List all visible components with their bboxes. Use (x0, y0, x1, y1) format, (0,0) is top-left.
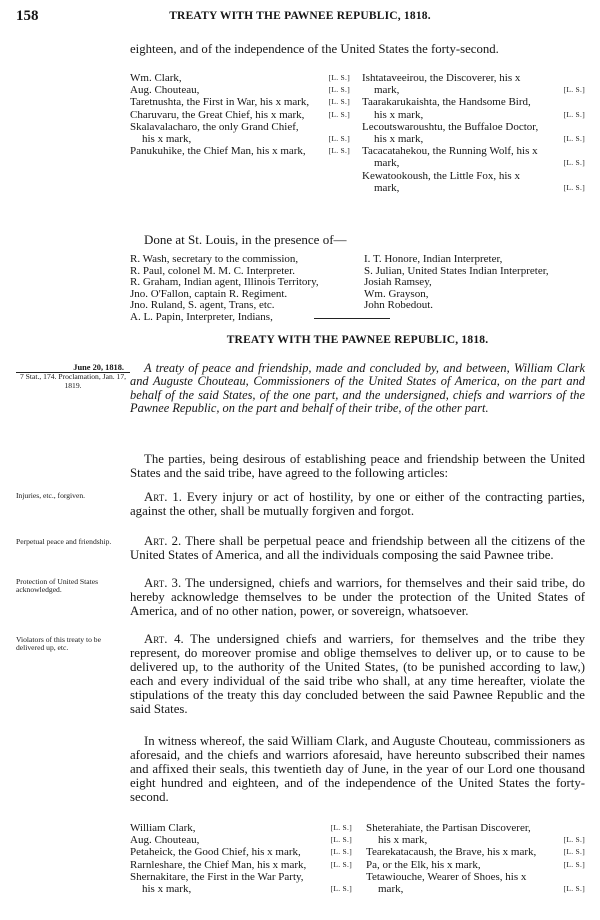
seal-mark: [L. S.] (563, 835, 585, 845)
witnesses-left (130, 254, 352, 324)
seal-mark: [L. S.] (563, 182, 585, 192)
article-text: Every injury or act of hostility, by one or either of the contracting parties, against the other, shall be mutually forgiven and forgot. (130, 490, 586, 518)
witness-entry: I. T. Honore, Indian Interpreter, (364, 253, 503, 265)
article-4 (130, 632, 585, 716)
signature-entry: Tearekatacaush, the Brave, his x mark, [L. S.] (366, 846, 585, 859)
signature-entry: Aug. Chouteau, [L. S.] (130, 84, 350, 97)
article-1 (130, 490, 585, 518)
seal-mark: [L. S.] (328, 134, 350, 144)
margin-note-date: June 20, 1818. (16, 364, 130, 373)
witness-entry: Josiah Ramsey, (364, 276, 432, 289)
witness-entry: R. Paul, colonel M. M. C. Interpreter. (130, 264, 295, 277)
signature-entry: Sheterahiate, the Partisan Discoverer, his x mark, [L. S.] (366, 822, 585, 847)
seal-mark: [L. S.] (328, 73, 350, 82)
seal-mark: [L. S.] (328, 109, 350, 119)
seal-mark: [L. S.] (330, 884, 352, 894)
seal-mark: [L. S.] (563, 847, 585, 857)
seal-mark: [L. S.] (563, 85, 585, 95)
section-divider (314, 318, 390, 319)
article-text: The undersigned chiefs and warriers, for themselves and the tribe they represent, do moreover promise and oblige themselves to deliver up, or to cause to be delivered up, to the authority of the United States, (to be punished according to law,) each and every individual of the said tribe who shall, at any time hereafter, violate the stipulations of the treaty this day concluded between the said Pawnee Republic and the said States. (130, 632, 586, 716)
margin-note-citation: 7 Stat., 174. Proclamation, Jan. 17, 1819. (19, 372, 127, 390)
article-2 (130, 534, 585, 562)
signature-entry: Kewatookoush, the Little Fox, his x mark, [L. S.] (362, 169, 585, 194)
witness-entry: R. Graham, Indian agent, Illinois Territory, (130, 276, 319, 289)
margin-note-injuries: Injuries, etc., forgiven. (16, 491, 86, 500)
margin-note-protection: Protection of United States acknowledged. (16, 577, 99, 595)
signature-entry: Panukuhike, the Chief Man, his x mark, [L. S.] (130, 145, 350, 158)
intro-paragraph: The parties, being desirous of establishing peace and friendship between the United States and the said tribe, have agreed to the following articles: (130, 452, 585, 480)
article-text: There shall be perpetual peace and friendship between all the citizens of the United States of America, and all the individuals composing the said Pawnee tribe. (130, 534, 586, 562)
article-3 (130, 576, 585, 618)
article-label: Art. 1. (144, 490, 182, 504)
treaty-preamble: A treaty of peace and friendship, made and concluded by, and between, William Clark and Auguste Chouteau, Commissioners of the United States of America, on the part and behalf of the said States, of the one part, and the undersigned, chiefs and warriors of the Pawnee Republic, on the part and behalf of their tribe, of the other part. (130, 361, 585, 415)
signature-entry: Petaheick, the Good Chief, his x mark, [L. S.] (130, 846, 352, 859)
witness-entry: S. Julian, United States Indian Interpreter, (364, 264, 549, 277)
witness-entry: Wm. Grayson, (364, 287, 429, 300)
witness-entry: Jno. O'Fallon, captain R. Regiment. (130, 287, 288, 300)
signature-entry: Ishtataveeirou, the Discoverer, his x mark, [L. S.] (362, 72, 585, 97)
signature-entry: Wm. Clark, [L. S.] (130, 72, 350, 84)
running-title: TREATY WITH THE PAWNEE REPUBLIC, 1818. (169, 10, 431, 22)
signatures-top-left (130, 72, 350, 157)
witness-entry: R. Wash, secretary to the commission, (130, 253, 299, 265)
signatures-top-right (362, 72, 585, 194)
signature-entry: Skalavalacharo, the only Grand Chief, his x mark, [L. S.] (130, 120, 350, 146)
seal-mark: [L. S.] (330, 859, 352, 869)
done-at-line: Done at St. Louis, in the presence of— (144, 232, 347, 247)
treaty-title: TREATY WITH THE PAWNEE REPUBLIC, 1818. (226, 334, 489, 346)
signature-entry: Rarnleshare, the Chief Man, his x mark, [L. S.] (130, 858, 352, 871)
witness-entry: A. L. Papin, Interpreter, Indians, (130, 310, 273, 323)
signature-entry: Lecoutswaroushtu, the Buffaloe Doctor, his x mark, [L. S.] (362, 120, 585, 146)
signature-entry: Tetawiouche, Wearer of Shoes, his x mark, [L. S.] (366, 870, 585, 896)
witnesses-right (364, 254, 585, 312)
article-label: Art. 2. (144, 534, 182, 548)
signature-entry: Tacacatahekou, the Running Wolf, his x mark, [L. S.] (362, 145, 585, 170)
witness-entry: Jno. Ruland, S. agent, Trans, etc. (130, 299, 275, 312)
article-label: Art. 3. (144, 576, 182, 590)
margin-note-peace: Perpetual peace and friendship. (16, 537, 112, 546)
seal-mark: [L. S.] (330, 847, 352, 857)
page-header (16, 8, 584, 26)
article-label: Art. 4. (144, 632, 184, 646)
seal-mark: [L. S.] (563, 109, 585, 119)
page-number: 158 (16, 8, 39, 24)
article-text: The undersigned, chiefs and warriors, for themselves and their said tribe, do hereby acknowledge themselves to be under the protection of the United States of America, and of no other nation, power, or sovereign, whatsoever. (130, 576, 585, 618)
signature-entry: Shernakitare, the First in the War Party, his x mark, [L. S.] (130, 870, 352, 896)
seal-mark: [L. S.] (330, 835, 352, 845)
margin-note-violators: Violators of this treaty to be delivered up, etc. (16, 635, 101, 653)
signature-entry: William Clark, [L. S.] (130, 822, 352, 834)
seal-mark: [L. S.] (563, 884, 585, 894)
witness-entry: John Robedout. (364, 299, 434, 312)
seal-mark: [L. S.] (563, 134, 585, 144)
signature-entry: Aug. Chouteau, [L. S.] (130, 834, 352, 847)
seal-mark: [L. S.] (328, 97, 350, 107)
continuation-text: eighteen, and of the independence of the United States the forty-second. (130, 42, 499, 56)
signature-entry: Charuvaru, the Great Chief, his x mark, [L. S.] (130, 108, 350, 121)
signature-entry: Pa, or the Elk, his x mark, [L. S.] (366, 858, 585, 871)
margin-note-date-block (16, 364, 130, 390)
signature-entry: Taretnushta, the First in War, his x mark, [L. S.] (130, 96, 350, 109)
seal-mark: [L. S.] (563, 158, 585, 168)
signatures-bottom-right (366, 822, 585, 895)
seal-mark: [L. S.] (328, 85, 350, 95)
seal-mark: [L. S.] (563, 859, 585, 869)
seal-mark: [L. S.] (328, 146, 350, 156)
signatures-bottom-left (130, 822, 352, 895)
signature-entry: Taarakarukaishta, the Handsome Bird, his x mark, [L. S.] (362, 96, 585, 121)
witness-clause: In witness whereof, the said William Clark, and Auguste Chouteau, commissioners as aforesaid, and the chiefs and warriors aforesaid, have hereunto subscribed their names and affixed their seals, this twentieth day of June, in the year of our Lord one thousand eight hundred and eighteen, and of the independence of the United States the forty-second. (130, 734, 585, 804)
seal-mark: [L. S.] (330, 823, 352, 832)
